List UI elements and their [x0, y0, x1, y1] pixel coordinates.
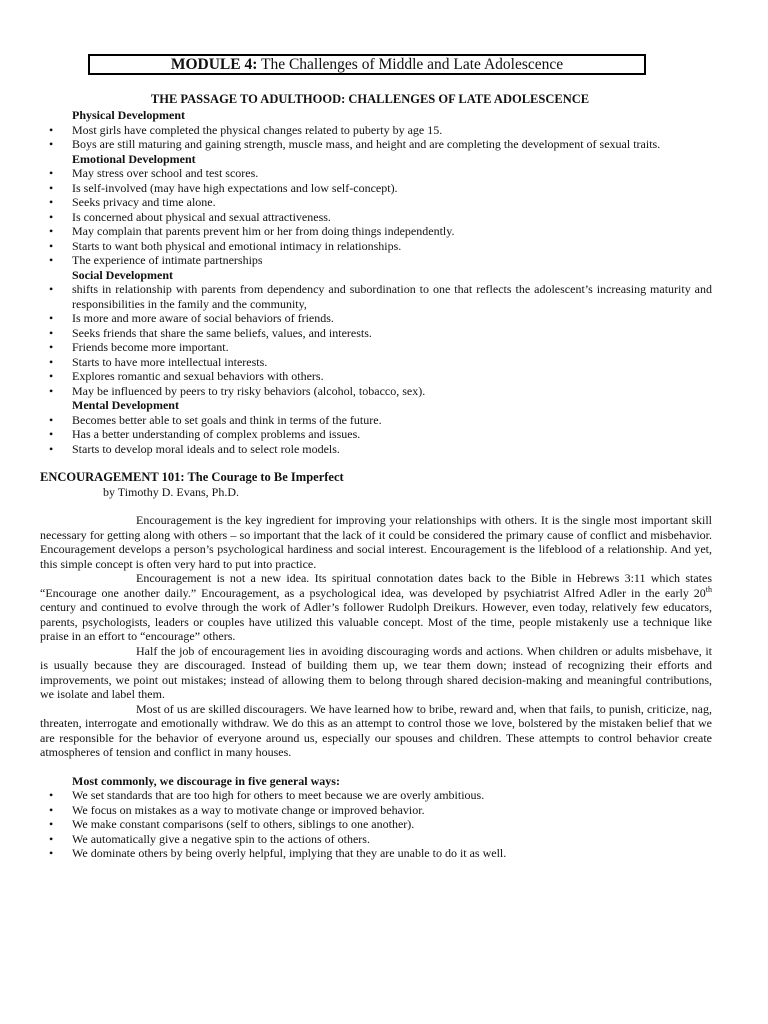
paragraph: Encouragement is the key ingredient for improving your relationships with others. It is the single most important skill necessary for getting along with others – so important that the lack of it could be considered the primary cause of conflict and misbehavior. Encouragement develops a person’s psychological hardiness and social interest. Encouragement is the lifeblood of a relationship. And yet, this simple concept is often very hard to put into practice. [40, 513, 712, 571]
module-title: The Challenges of Middle and Late Adolescence [257, 56, 564, 73]
list-item: • Is self-involved (may have high expectations and low self-concept). [40, 181, 712, 196]
passage-heading: THE PASSAGE TO ADULTHOOD: CHALLENGES OF LATE ADOLESCENCE [150, 92, 590, 106]
list-item: • Becomes better able to set goals and think in terms of the future. [40, 413, 712, 428]
paragraph [40, 571, 712, 644]
list-item: • Is concerned about physical and sexual attractiveness. [40, 210, 712, 225]
module-label: MODULE 4: [170, 56, 258, 73]
paragraph: Most of us are skilled discouragers. We have learned how to bribe, reward and, when that fails, to punish, criticize, nag, threaten, interrogate and emotionally withdraw. We do this as an attempt to control those we love, bolstered by the mistaken belief that we are responsible for the behavior of everyone around us, especially our spouses and children. These attempts to control behavior create atmospheres of tension and conflict in many houses. [40, 701, 712, 759]
bullet-list [40, 166, 712, 268]
list-item: • Seeks privacy and time alone. [40, 195, 712, 210]
list-item: • We make constant comparisons (self to others, siblings to one another). [40, 817, 712, 832]
superscript: th [705, 584, 712, 594]
list-item: • The experience of intimate partnerships [40, 253, 712, 268]
author-byline: by Timothy D. Evans, Ph.D. [103, 484, 240, 499]
section-heading: Emotional Development [72, 151, 196, 166]
bullet-list [40, 282, 712, 398]
bullet-list [40, 788, 712, 861]
list-item: • We set standards that are too high for others to meet because we are overly ambitious. [40, 788, 712, 803]
list-item: • Has a better understanding of complex problems and issues. [40, 427, 712, 442]
section-heading: Social Development [72, 267, 173, 282]
encouragement-title: ENCOURAGEMENT 101: The Courage to Be Imperfect [40, 470, 344, 484]
list-item: • Is more and more aware of social behaviors of friends. [40, 311, 712, 326]
bullet-list [40, 123, 712, 152]
list-item: • shifts in relationship with parents from dependency and subordination to one that reflects the adolescent’s increasing maturity and responsibilities in the family and the community, [40, 282, 712, 311]
list-item: • May complain that parents prevent him or her from doing things independently. [40, 224, 712, 239]
list-item: • We focus on mistakes as a way to motivate change or improved behavior. [40, 803, 712, 818]
section-heading: Mental Development [72, 398, 179, 412]
list-item: • May be influenced by peers to try risky behaviors (alcohol, tobacco, sex). [40, 384, 712, 399]
list-item: • Explores romantic and sexual behaviors with others. [40, 369, 712, 384]
section-heading: Most commonly, we discourage in five general ways: [72, 773, 340, 788]
list-item: • Seeks friends that share the same beliefs, values, and interests. [40, 326, 712, 341]
paragraph-text: Encouragement is not a new idea. Its spiritual connotation dates back to the Bible in Hebrews 3:11 which states “Encourage one another daily.” Encouragement, as a psychological idea, was developed by psychiatrist Alfred Adler in the early 20 [40, 571, 712, 600]
list-item: • Friends become more important. [40, 340, 712, 355]
list-item: • Starts to develop moral ideals and to select role models. [40, 442, 712, 457]
list-item: • Starts to have more intellectual interests. [40, 355, 712, 370]
document-body [40, 108, 712, 861]
section-heading: Physical Development [72, 108, 185, 122]
paragraph: Half the job of encouragement lies in avoiding discouraging words and actions. When children or adults misbehave, it is usually because they are discouraged. Instead of building them up, we tear them down; instead of recognizing their efforts and improvements, we point out mistakes; instead of allowing them to belong through shared decision-making and meaningful contributions, we isolate and label them. [40, 643, 712, 701]
paragraph-text: century and continued to evolve through the work of Adler’s follower Rudolph Dreikurs. However, even today, relatively few educators, parents, psychologists, leaders or couples have utilized this valuable concept. Most of the time, people mistakenly use a technique like praise in an effort to “encourage” others. [40, 600, 712, 643]
list-item: • Most girls have completed the physical changes related to puberty by age 15. [40, 123, 712, 138]
list-item: • May stress over school and test scores. [40, 166, 712, 181]
module-title-box [88, 54, 646, 75]
bullet-list [40, 413, 712, 457]
list-item: • Starts to want both physical and emotional intimacy in relationships. [40, 239, 712, 254]
list-item: • We automatically give a negative spin to the actions of others. [40, 832, 712, 847]
list-item: • Boys are still maturing and gaining strength, muscle mass, and height and are completing the development of sexual traits. [40, 137, 712, 152]
spacer [40, 760, 712, 774]
list-item: • We dominate others by being overly helpful, implying that they are unable to do it as well. [40, 846, 712, 861]
